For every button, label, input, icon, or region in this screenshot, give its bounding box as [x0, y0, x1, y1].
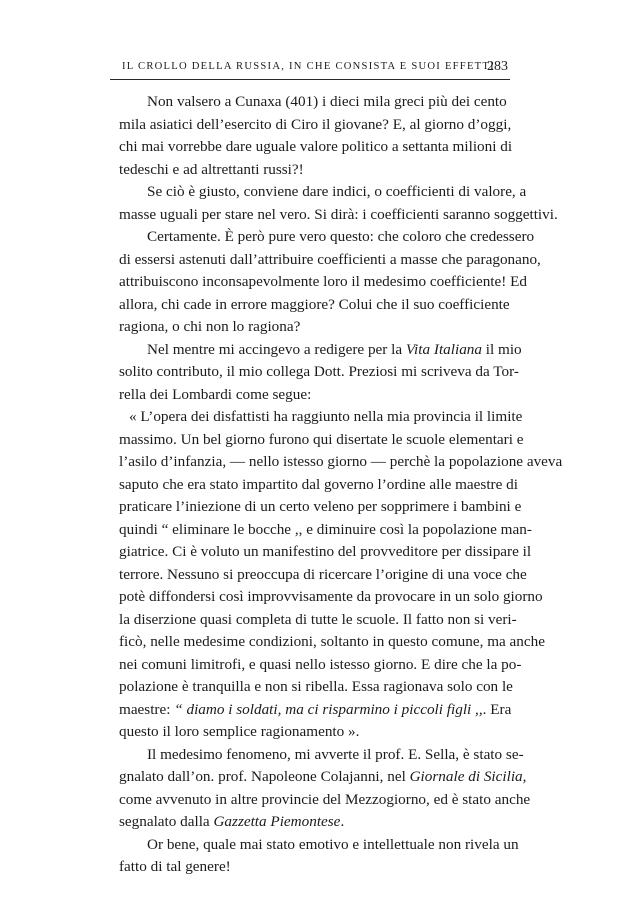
text-line: Non valsero a Cunaxa (401) i dieci mila greci più dei cento [147, 93, 507, 110]
text-line: di essersi astenuti dall’attribuire coefficienti a masse che paragonano, [119, 250, 541, 268]
text-line: Certamente. È però pure vero questo: che coloro che credessero [147, 228, 535, 245]
text-line: ragiona, o chi non lo ragiona? [119, 318, 301, 335]
text-run: maestre: [119, 700, 175, 718]
text-run: . Era [482, 700, 512, 718]
text-line: rella dei Lombardi come segue: [119, 385, 312, 403]
text-line: attribuiscono inconsapevolmente loro il medesimo coefficiente! Ed [119, 273, 527, 290]
text-line: potè diffondersi così improvvisamente da provocare in un solo giorno [119, 588, 543, 605]
text-line [119, 766, 527, 789]
text-line: Il medesimo fenomeno, mi avverte il prof. E. Sella, è stato se- [147, 745, 524, 763]
text-line: chi mai vorrebbe dare uguale valore politico a settanta milioni di [119, 138, 513, 155]
text-line: « L’opera dei disfattisti ha raggiunto nella mia provincia il limite [129, 408, 523, 425]
text-run: gnalato dall’on. prof. Napoleone Colajanni, nel [119, 768, 410, 785]
text-line: questo il loro semplice ragionamento ». [119, 723, 360, 740]
header-rule [110, 79, 510, 80]
italic-title: Gazzetta Piemontese [213, 813, 341, 830]
text-run: segnalato dalla [119, 813, 214, 830]
text-line: praticare l’iniezione di un certo veleno per sopprimere i bambini e [119, 498, 522, 515]
text-line: terrore. Nessuno si preoccupa di ricercare l’origine di una voce che [119, 565, 527, 583]
italic-title: Vita Italiana [405, 340, 482, 358]
text-line: saputo che era stato impartito dal governo l’ordine alle maestre di [119, 475, 518, 493]
body-text [119, 91, 563, 879]
text-line: masse uguali per stare nel vero. Si dirà: i coefficienti saranno soggettivi. [119, 205, 558, 223]
text-line [119, 811, 502, 834]
italic-title: Giornale di Sicilia, [409, 768, 527, 785]
text-line: polazione è tranquilla e non si ribella. Essa ragionava solo con le [119, 678, 513, 695]
text-line: Or bene, quale mai stato emotivo e intellettuale non rivela un [147, 835, 519, 853]
text-run: Nel mentre mi accingevo a redigere per la [147, 340, 406, 358]
text-line: tedeschi e ad altrettanti russi?! [119, 160, 304, 178]
text-line: fatto di tal genere! [119, 858, 231, 875]
text-line: solito contributo, il mio collega Dott. Preziosi mi scriveva da Tor- [119, 363, 519, 380]
text-run: . [340, 813, 345, 830]
text-line: l’asilo d’infanzia, — nello istesso giorno — perchè la popolazione aveva [119, 453, 563, 470]
italic-title: “ diamo i soldati, ma ci risparmino i piccoli figli ,, [174, 700, 483, 718]
text-line: ficò, nelle medesime condizioni, soltanto in questo comune, ma anche [119, 633, 545, 650]
text-line [119, 699, 512, 722]
text-line: mila asiatici dell’esercito di Ciro il giovane? E, al giorno d’oggi, [119, 115, 512, 133]
text-line: la diserzione quasi completa di tutte le scuole. Il fatto non si veri- [119, 610, 517, 628]
page-number: 283 [487, 59, 508, 74]
text-line: come avvenuto in altre provincie del Mezzogiorno, ed è stato anche [119, 790, 531, 808]
text-line: quindi “ eliminare le bocche ,, e diminuire così la popolazione man- [119, 520, 532, 538]
text-run: il mio [481, 340, 522, 358]
text-line: allora, chi cade in errore maggiore? Colui che il suo coefficiente [119, 295, 510, 313]
page-header [122, 56, 508, 78]
text-line: massimo. Un bel giorno furono qui disertate le scuole elementari e [119, 430, 524, 448]
text-line: nei comuni limitrofi, e quasi nello istesso giorno. E dire che la po- [119, 655, 522, 673]
text-line: giatrice. Ci è voluto un manifestino del provveditore per dissipare il [119, 543, 532, 560]
text-line: Se ciò è giusto, conviene dare indici, o coefficienti di valore, a [147, 183, 527, 200]
text-line [119, 339, 522, 362]
running-head: IL CROLLO DELLA RUSSIA, IN CHE CONSISTA E SUOI EFFETTI [122, 61, 495, 72]
